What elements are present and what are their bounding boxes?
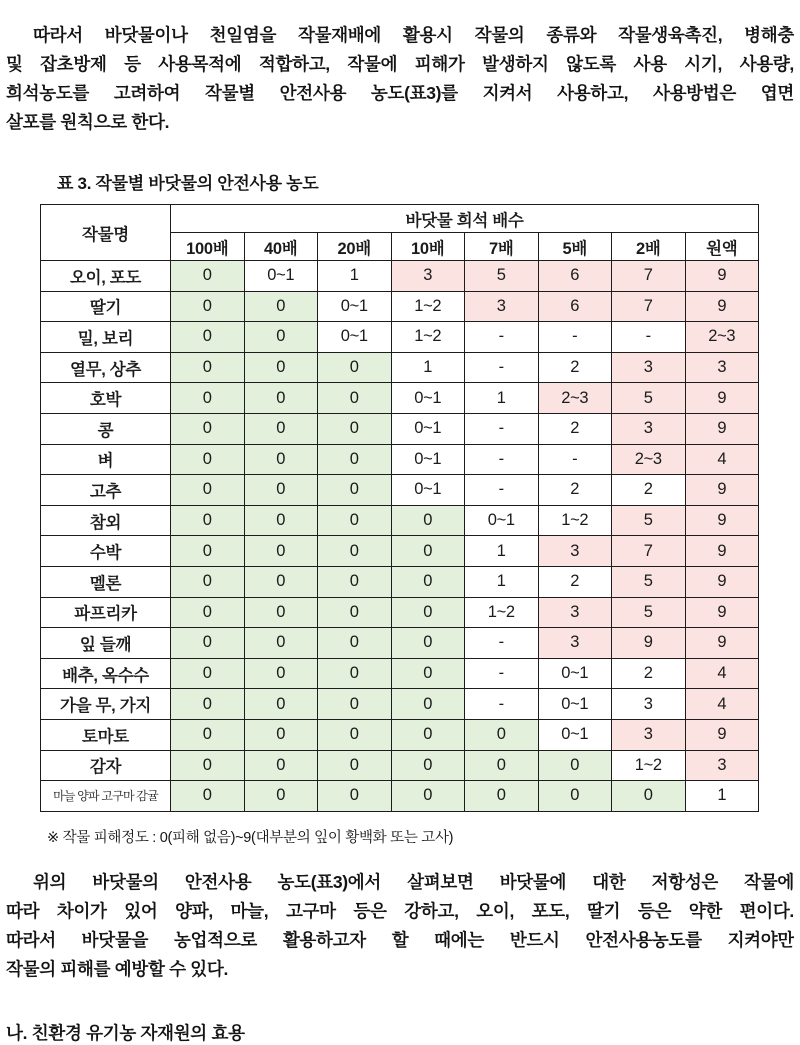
damage-value-cell: 1 — [465, 566, 539, 597]
damage-value-cell: 0~1 — [391, 383, 465, 414]
summary-paragraph — [0, 868, 800, 984]
damage-value-cell: 2 — [538, 413, 612, 444]
damage-value-cell: 0 — [171, 475, 245, 506]
damage-value-cell: 6 — [538, 291, 612, 322]
damage-value-cell: 0 — [391, 566, 465, 597]
crop-name-header: 작물명 — [41, 205, 171, 261]
crop-name-cell: 토마토 — [41, 719, 171, 750]
dilution-column-header-8: 원액 — [685, 233, 759, 261]
damage-value-cell: 0 — [318, 781, 392, 812]
table-row — [41, 261, 759, 292]
intro-paragraph-line-3: 희석농도를 고려하여 작물별 안전사용 농도(표3)를 지켜서 사용하고, 사용방법은 엽면 — [6, 83, 794, 103]
damage-value-cell: 0 — [391, 781, 465, 812]
damage-value-cell: 3 — [612, 413, 686, 444]
damage-value-cell: 0 — [244, 566, 318, 597]
table-row — [41, 505, 759, 536]
damage-value-cell: - — [465, 658, 539, 689]
damage-value-cell: 0 — [391, 628, 465, 659]
damage-value-cell: 0 — [318, 383, 392, 414]
table-row — [41, 413, 759, 444]
damage-value-cell: 0 — [318, 750, 392, 781]
damage-value-cell: - — [465, 628, 539, 659]
damage-value-cell: 0 — [244, 475, 318, 506]
damage-value-cell: - — [612, 322, 686, 353]
damage-value-cell: 3 — [685, 352, 759, 383]
damage-value-cell: 2 — [538, 475, 612, 506]
damage-value-cell: 9 — [685, 383, 759, 414]
damage-value-cell: 1~2 — [391, 322, 465, 353]
damage-value-cell: 0~1 — [391, 444, 465, 475]
damage-value-cell: 0 — [171, 261, 245, 292]
damage-value-cell: 0 — [318, 597, 392, 628]
damage-value-cell: 9 — [685, 505, 759, 536]
table-row — [41, 597, 759, 628]
table-row — [41, 689, 759, 720]
damage-value-cell: 0 — [465, 781, 539, 812]
intro-paragraph-line-4: 살포를 원칙으로 한다. — [6, 112, 170, 132]
damage-value-cell: 0~1 — [391, 475, 465, 506]
intro-paragraph-line-2: 및 잡초방제 등 사용목적에 적합하고, 작물에 피해가 발생하지 않도록 사용 시기, 사용량, — [6, 54, 794, 74]
damage-value-cell: 1 — [465, 536, 539, 567]
table-footnote: ※ 작물 피해정도 : 0(피해 없음)~9(대부분의 잎이 황백화 또는 고사) — [47, 829, 454, 846]
damage-value-cell: 6 — [538, 261, 612, 292]
damage-value-cell: 7 — [612, 536, 686, 567]
damage-value-cell: 0 — [318, 505, 392, 536]
damage-value-cell: 5 — [612, 597, 686, 628]
damage-value-cell: 4 — [685, 658, 759, 689]
damage-value-cell: 0 — [318, 658, 392, 689]
damage-value-cell: 0 — [171, 781, 245, 812]
damage-value-cell: 0 — [244, 750, 318, 781]
damage-value-cell: 0 — [171, 352, 245, 383]
damage-value-cell: 0~1 — [538, 658, 612, 689]
damage-value-cell: 0 — [244, 628, 318, 659]
damage-value-cell: 0 — [318, 444, 392, 475]
damage-value-cell: 9 — [685, 291, 759, 322]
damage-value-cell: 5 — [612, 505, 686, 536]
damage-value-cell: 2 — [612, 475, 686, 506]
damage-value-cell: 3 — [685, 750, 759, 781]
damage-value-cell: - — [465, 322, 539, 353]
damage-value-cell: 0 — [318, 475, 392, 506]
damage-value-cell: 5 — [612, 566, 686, 597]
damage-value-cell: 1 — [685, 781, 759, 812]
dilution-group-header: 바닷물 희석 배수 — [171, 205, 759, 233]
damage-value-cell: 1 — [318, 261, 392, 292]
table-row — [41, 383, 759, 414]
dilution-column-header-5: 7배 — [465, 233, 539, 261]
damage-value-cell: 3 — [612, 352, 686, 383]
damage-value-cell: 2~3 — [538, 383, 612, 414]
damage-value-cell: 0~1 — [538, 719, 612, 750]
table-row — [41, 444, 759, 475]
damage-value-cell: 0 — [244, 689, 318, 720]
damage-value-cell: 0 — [171, 719, 245, 750]
damage-value-cell: 1~2 — [465, 597, 539, 628]
damage-value-cell: - — [465, 475, 539, 506]
summary-paragraph-line-3: 따라서 바닷물을 농업적으로 활용하고자 할 때에는 반드시 안전사용농도를 지켜야만 — [6, 929, 794, 950]
summary-paragraph-line-4: 작물의 피해를 예방할 수 있다. — [6, 958, 229, 979]
crop-name-cell: 밀, 보리 — [41, 322, 171, 353]
damage-value-cell: 0 — [171, 322, 245, 353]
damage-value-cell: 0~1 — [465, 505, 539, 536]
damage-value-cell: 1~2 — [612, 750, 686, 781]
damage-value-cell: 3 — [391, 261, 465, 292]
damage-value-cell: 0 — [171, 689, 245, 720]
damage-value-cell: 0 — [391, 597, 465, 628]
crop-name-cell: 멜론 — [41, 566, 171, 597]
crop-name-cell: 잎 들깨 — [41, 628, 171, 659]
damage-value-cell: 0 — [171, 536, 245, 567]
damage-value-cell: 0 — [391, 536, 465, 567]
damage-value-cell: 1~2 — [538, 505, 612, 536]
damage-value-cell: 0 — [391, 719, 465, 750]
damage-value-cell: 3 — [612, 719, 686, 750]
summary-paragraph-line-1: 위의 바닷물의 안전사용 농도(표3)에서 살펴보면 바닷물에 대한 저항성은 작물에 — [33, 871, 794, 892]
damage-value-cell: 9 — [685, 536, 759, 567]
damage-value-cell: 0 — [244, 536, 318, 567]
damage-value-cell: 0 — [244, 781, 318, 812]
damage-value-cell: 3 — [538, 536, 612, 567]
damage-value-cell: 0 — [244, 444, 318, 475]
damage-value-cell: 0 — [171, 597, 245, 628]
damage-value-cell: 0 — [318, 566, 392, 597]
damage-value-cell: 4 — [685, 444, 759, 475]
table-head — [41, 205, 759, 261]
damage-value-cell: 0 — [318, 689, 392, 720]
damage-value-cell: 3 — [465, 291, 539, 322]
damage-value-cell: - — [465, 444, 539, 475]
damage-value-cell: 1 — [465, 383, 539, 414]
damage-value-cell: - — [538, 444, 612, 475]
damage-value-cell: 2 — [538, 566, 612, 597]
damage-value-cell: 0 — [244, 597, 318, 628]
damage-value-cell: 0 — [465, 719, 539, 750]
damage-value-cell: 0 — [318, 719, 392, 750]
damage-value-cell: - — [538, 322, 612, 353]
damage-value-cell: 1 — [391, 352, 465, 383]
crop-name-cell: 고추 — [41, 475, 171, 506]
damage-value-cell: 9 — [685, 597, 759, 628]
table-caption: 표 3. 작물별 바닷물의 안전사용 농도 — [57, 174, 319, 193]
summary-paragraph-line-2: 따라 차이가 있어 양파, 마늘, 고구마 등은 강하고, 오이, 포도, 딸기 등은 약한 편이다. — [6, 900, 794, 921]
damage-value-cell: 0 — [318, 628, 392, 659]
damage-value-cell: - — [465, 352, 539, 383]
table-body — [41, 261, 759, 812]
crop-name-cell: 열무, 상추 — [41, 352, 171, 383]
damage-value-cell: 0 — [171, 505, 245, 536]
table-row — [41, 719, 759, 750]
damage-value-cell: 0 — [391, 689, 465, 720]
crop-name-cell: 마늘 양파 고구마 감귤 — [41, 781, 171, 812]
next-section-heading-clipped: 나. 친환경 유기농 자재원의 효용 — [6, 1023, 245, 1043]
damage-value-cell: 0 — [171, 383, 245, 414]
damage-value-cell: 0 — [538, 750, 612, 781]
damage-value-cell: 0 — [171, 750, 245, 781]
damage-value-cell: 9 — [685, 628, 759, 659]
damage-value-cell: 0 — [171, 291, 245, 322]
dilution-column-header-3: 20배 — [318, 233, 392, 261]
damage-value-cell: 9 — [685, 719, 759, 750]
damage-value-cell: 0 — [171, 566, 245, 597]
table-row — [41, 475, 759, 506]
damage-value-cell: 0 — [318, 413, 392, 444]
damage-value-cell: 0 — [465, 750, 539, 781]
intro-paragraph — [0, 21, 800, 137]
damage-value-cell: 9 — [685, 261, 759, 292]
damage-value-cell: - — [465, 413, 539, 444]
damage-value-cell: 0~1 — [318, 291, 392, 322]
damage-value-cell: 2 — [612, 658, 686, 689]
damage-value-cell: 7 — [612, 261, 686, 292]
damage-value-cell: 0 — [244, 322, 318, 353]
table-row — [41, 781, 759, 812]
crop-name-cell: 콩 — [41, 413, 171, 444]
damage-value-cell: 2~3 — [612, 444, 686, 475]
damage-value-cell: 0 — [244, 383, 318, 414]
damage-value-cell: 3 — [612, 689, 686, 720]
crop-name-cell: 참외 — [41, 505, 171, 536]
table-row — [41, 628, 759, 659]
dilution-column-header-1: 100배 — [171, 233, 245, 261]
damage-value-cell: 0 — [391, 658, 465, 689]
damage-value-cell: 5 — [465, 261, 539, 292]
crop-name-cell: 배추, 옥수수 — [41, 658, 171, 689]
damage-value-cell: 0 — [171, 413, 245, 444]
damage-value-cell: 0 — [538, 781, 612, 812]
dilution-column-header-2: 40배 — [244, 233, 318, 261]
damage-value-cell: 4 — [685, 689, 759, 720]
damage-value-cell: 0 — [171, 658, 245, 689]
crop-name-cell: 파프리카 — [41, 597, 171, 628]
damage-value-cell: 0 — [391, 505, 465, 536]
crop-name-cell: 호박 — [41, 383, 171, 414]
damage-value-cell: 0 — [391, 750, 465, 781]
damage-value-cell: 0~1 — [538, 689, 612, 720]
intro-paragraph-line-1: 따라서 바닷물이나 천일염을 작물재배에 활용시 작물의 종류와 작물생육촉진, 병해충 — [33, 25, 794, 45]
damage-value-cell: 0 — [244, 505, 318, 536]
crop-name-cell: 가을 무, 가지 — [41, 689, 171, 720]
damage-value-cell: 9 — [612, 628, 686, 659]
damage-value-cell: 0 — [171, 628, 245, 659]
crop-name-cell: 딸기 — [41, 291, 171, 322]
table-row — [41, 658, 759, 689]
damage-value-cell: 3 — [538, 628, 612, 659]
dilution-column-header-7: 2배 — [612, 233, 686, 261]
table-row — [41, 536, 759, 567]
damage-value-cell: 9 — [685, 475, 759, 506]
damage-value-cell: 0 — [244, 719, 318, 750]
dilution-column-header-6: 5배 — [538, 233, 612, 261]
damage-value-cell: 0 — [318, 352, 392, 383]
damage-value-cell: 0 — [244, 352, 318, 383]
dilution-column-header-4: 10배 — [391, 233, 465, 261]
table-row — [41, 322, 759, 353]
damage-value-cell: 0~1 — [391, 413, 465, 444]
damage-value-cell: 0 — [244, 413, 318, 444]
crop-name-cell: 오이, 포도 — [41, 261, 171, 292]
damage-value-cell: 2~3 — [685, 322, 759, 353]
damage-value-cell: 1~2 — [391, 291, 465, 322]
damage-value-cell: 0 — [244, 658, 318, 689]
damage-value-cell: 0~1 — [318, 322, 392, 353]
table-row — [41, 352, 759, 383]
damage-value-cell: 9 — [685, 413, 759, 444]
crop-name-cell: 벼 — [41, 444, 171, 475]
damage-value-cell: 9 — [685, 566, 759, 597]
crop-name-cell: 수박 — [41, 536, 171, 567]
damage-value-cell: 3 — [538, 597, 612, 628]
damage-value-cell: 2 — [538, 352, 612, 383]
damage-value-cell: 0 — [171, 444, 245, 475]
table-row — [41, 566, 759, 597]
damage-value-cell: 5 — [612, 383, 686, 414]
damage-value-cell: 0 — [318, 536, 392, 567]
damage-value-cell: 0~1 — [244, 261, 318, 292]
table-row — [41, 291, 759, 322]
damage-value-cell: - — [465, 689, 539, 720]
crop-name-cell: 감자 — [41, 750, 171, 781]
damage-value-cell: 0 — [244, 291, 318, 322]
safe-usage-table — [40, 204, 759, 812]
damage-value-cell: 0 — [612, 781, 686, 812]
damage-value-cell: 7 — [612, 291, 686, 322]
table-row — [41, 750, 759, 781]
